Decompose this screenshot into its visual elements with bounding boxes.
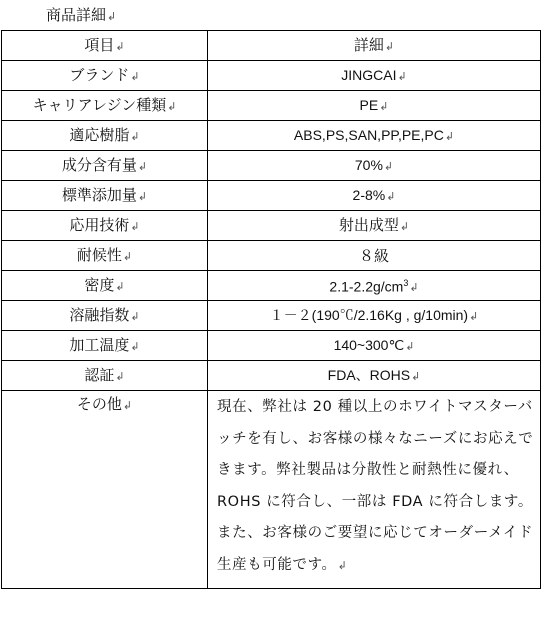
paragraph-mark-icon: ↲ bbox=[399, 219, 410, 233]
row-label: キャリアレジン種類 bbox=[32, 95, 167, 114]
row-value: FDA、ROHS bbox=[327, 366, 411, 383]
title-text: 商品詳細 bbox=[46, 6, 107, 24]
table-row bbox=[2, 361, 541, 391]
row-label: 密度 bbox=[84, 275, 115, 294]
paragraph-mark-icon: ↲ bbox=[409, 282, 419, 295]
row-label-cell bbox=[2, 121, 208, 151]
description-text: 現在、弊社は 20 種以上のホワイトマスターバッチを有し、お客様の様々なニーズにお応えできます。弊社製品は分散性と耐熱性に優れ、ROHS に符合し、一部は FDA に符合します。また、お客様のご要望に応じてオーダーメイド生産も可能です。 bbox=[217, 399, 534, 573]
table-row bbox=[2, 301, 541, 331]
table-row bbox=[2, 331, 541, 361]
paragraph-mark-icon: ↲ bbox=[405, 340, 415, 353]
table-row bbox=[2, 271, 541, 301]
paragraph-mark-icon: ↲ bbox=[379, 100, 389, 113]
paragraph-mark-icon: ↲ bbox=[444, 130, 455, 143]
row-label: 耐候性 bbox=[76, 245, 122, 264]
paragraph-mark-icon: ↲ bbox=[137, 159, 148, 173]
paragraph-mark-icon: ↲ bbox=[411, 370, 421, 383]
row-label: 加工温度 bbox=[69, 335, 130, 354]
row-value: JINGCAI bbox=[341, 66, 397, 83]
table-row bbox=[2, 121, 541, 151]
row-value-cell bbox=[208, 151, 541, 181]
paragraph-mark-icon: ↲ bbox=[130, 339, 140, 353]
row-label-cell bbox=[2, 241, 208, 271]
row-value: 70% bbox=[354, 156, 383, 173]
paragraph-mark-icon: ↲ bbox=[469, 310, 479, 323]
row-value-cell bbox=[208, 211, 541, 241]
paragraph-mark-icon: ↲ bbox=[384, 39, 395, 53]
row-value: １－２(190℃/2.16Kg , g/10min) bbox=[269, 306, 469, 323]
table-header-row bbox=[2, 31, 541, 61]
paragraph-mark-icon: ↲ bbox=[122, 399, 133, 412]
row-label-cell bbox=[2, 181, 208, 211]
row-value-cell bbox=[208, 181, 541, 211]
row-label: 標準添加量 bbox=[61, 185, 137, 204]
paragraph-mark-icon: ↲ bbox=[383, 160, 394, 173]
table-row bbox=[2, 151, 541, 181]
row-value-cell bbox=[208, 301, 541, 331]
row-label-cell bbox=[2, 361, 208, 391]
header-detail: 詳細 bbox=[353, 35, 384, 54]
row-value: ８級 bbox=[358, 246, 389, 265]
header-item-cell bbox=[2, 31, 208, 61]
table-row-other bbox=[2, 391, 541, 589]
row-value-cell bbox=[208, 241, 541, 271]
row-value: PE bbox=[359, 96, 379, 113]
description-cell bbox=[208, 391, 541, 589]
row-value: 2-8% bbox=[352, 186, 386, 203]
row-value-cell bbox=[208, 121, 541, 151]
row-label: ブランド bbox=[69, 65, 130, 84]
row-label-cell bbox=[2, 391, 208, 589]
spec-table bbox=[1, 30, 541, 589]
paragraph-mark-icon: ↲ bbox=[167, 99, 177, 113]
paragraph-mark-icon: ↲ bbox=[115, 369, 125, 383]
document-title bbox=[46, 5, 116, 27]
header-detail-cell bbox=[208, 31, 541, 61]
paragraph-mark-icon: ↲ bbox=[130, 219, 140, 233]
row-value-cell bbox=[208, 61, 541, 91]
row-label-cell bbox=[2, 331, 208, 361]
row-label-cell bbox=[2, 91, 208, 121]
row-value: 140~300℃ bbox=[333, 336, 405, 353]
table-row bbox=[2, 241, 541, 271]
table-row bbox=[2, 61, 541, 91]
paragraph-mark-icon: ↲ bbox=[130, 69, 140, 83]
paragraph-mark-icon: ↲ bbox=[115, 39, 125, 53]
paragraph-mark-icon: ↲ bbox=[337, 558, 348, 572]
table-row bbox=[2, 181, 541, 211]
table-row bbox=[2, 91, 541, 121]
row-label-cell bbox=[2, 211, 208, 241]
superscript-exponent: 3 bbox=[403, 277, 409, 288]
paragraph-mark-icon: ↲ bbox=[397, 70, 407, 83]
row-value: ABS,PS,SAN,PP,PE,PC bbox=[293, 126, 444, 143]
row-label: 応用技術 bbox=[69, 215, 130, 234]
table-row bbox=[2, 211, 541, 241]
row-label-cell bbox=[2, 61, 208, 91]
paragraph-mark-icon: ↲ bbox=[107, 10, 117, 23]
row-label: 認証 bbox=[84, 365, 115, 384]
header-item: 項目 bbox=[84, 35, 115, 54]
row-label: 成分含有量 bbox=[61, 155, 137, 174]
row-label: 適応樹脂 bbox=[69, 125, 130, 144]
row-label: その他 bbox=[76, 395, 122, 413]
row-value-cell bbox=[208, 331, 541, 361]
paragraph-mark-icon: ↲ bbox=[130, 129, 140, 143]
paragraph-mark-icon: ↲ bbox=[137, 189, 148, 203]
row-value: 射出成型 bbox=[338, 215, 399, 234]
paragraph-mark-icon: ↲ bbox=[122, 249, 133, 263]
row-value-cell bbox=[208, 361, 541, 391]
paragraph-mark-icon: ↲ bbox=[130, 309, 140, 323]
row-label: 溶融指数 bbox=[69, 305, 130, 324]
row-label-cell bbox=[2, 151, 208, 181]
row-label-cell bbox=[2, 301, 208, 331]
paragraph-mark-icon: ↲ bbox=[386, 190, 396, 203]
row-value-cell bbox=[208, 91, 541, 121]
row-label-cell bbox=[2, 271, 208, 301]
row-value: 2.1-2.2g/cm bbox=[329, 278, 404, 295]
row-value-cell bbox=[208, 271, 541, 301]
paragraph-mark-icon: ↲ bbox=[115, 279, 125, 293]
